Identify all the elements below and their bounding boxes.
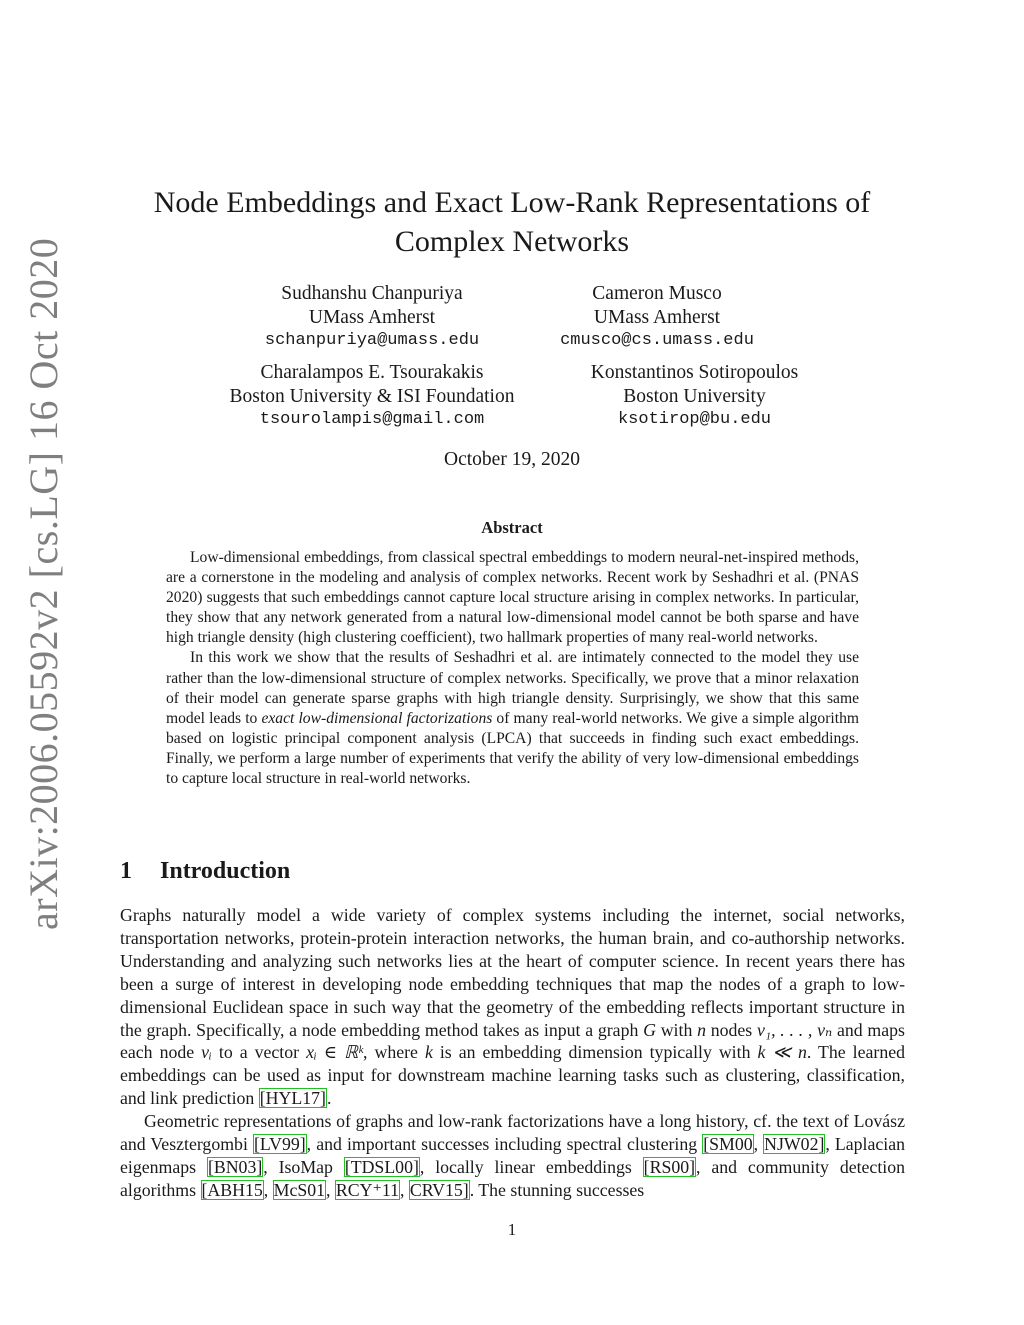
section-number: 1 — [120, 858, 132, 884]
citation-link-mcs01[interactable]: McS01 — [273, 1179, 326, 1200]
intro-paragraph-1: Graphs naturally model a wide variety of complex systems including the internet, social networks, transportation networks, protein-protein interaction networks, the human brain, and co-authorship networks. Understanding and analyzing such networks lies at the heart of computer science. In recent years there has been a surge of interest in developing node embedding techniques that map the nodes of a graph to low-dimensional Euclidean space in such way that the geometry of the embedding reflects important structure in the graph. Specifically, a node embedding method takes as input a graph G with n nodes v₁, . . . , vₙ and maps each node vᵢ to a vector xᵢ ∈ ℝᵏ, where k is an embedding dimension typically with k ≪ n. The learned embeddings can be used as input for downstream machine learning tasks such as clustering, classification, and link prediction [HYL17]. — [120, 905, 905, 1109]
intro-paragraph-2: Geometric representations of graphs and low-rank factorizations have a long history, cf. the text of Lovász and Vesztergombi [LV99], and important successes including spectral clustering [SM00, NJW02], Laplacian eigenmaps [BN03], IsoMap [TDSL00], locally linear embeddings [RS00], and community detection algorithms [ABH15, McS01, RCY⁺11, CRV15]. The stunning successes — [120, 1111, 906, 1200]
author-block-4 — [562, 361, 827, 432]
abstract-heading: Abstract — [481, 518, 543, 537]
author-name: Sudhanshu Chanpuriya — [281, 283, 463, 304]
title-line-2: Complex Networks — [394, 225, 630, 258]
citation-link-crv15[interactable]: CRV15] — [409, 1179, 469, 1200]
citation-link-rcy11[interactable]: RCY⁺11 — [335, 1179, 399, 1200]
citation-link-sm00[interactable]: [SM00 — [703, 1134, 753, 1155]
author-affiliation: Boston University & ISI Foundation — [229, 385, 515, 407]
author-email[interactable]: tsourolampis@gmail.com — [259, 410, 485, 429]
title-line-1: Node Embeddings and Exact Low-Rank Representations of — [153, 186, 871, 219]
introduction-body — [120, 904, 905, 1202]
citation-link-lv99[interactable]: [LV99] — [253, 1134, 306, 1155]
citation-link-tdsl00[interactable]: [TDSL00] — [344, 1156, 419, 1177]
author-name: Konstantinos Sotiropoulos — [590, 362, 799, 383]
section-heading-introduction — [120, 858, 290, 885]
author-affiliation: Boston University — [623, 385, 766, 407]
author-email[interactable]: schanpuriya@umass.edu — [264, 331, 480, 350]
emphasis-text: exact low-dimensional factorizations — [261, 709, 493, 727]
section-title: Introduction — [160, 858, 291, 884]
abstract-paragraph-1: Low-dimensional embeddings, from classical spectral embeddings to modern neural-net-inspired methods, are a cornerstone in the modeling and analysis of complex networks. Recent work by Seshadhri et al. (PNAS 2020) suggests that such embeddings cannot capture local structure arising in complex networks. In particular, they show that any network generated from a natural low-dimensional model cannot be both sparse and have high triangle density (high clustering coefficient), two hallmark properties of many real-world networks. — [166, 549, 859, 647]
author-affiliation: UMass Amherst — [593, 306, 721, 328]
citation-link-rs00[interactable]: [RS00] — [643, 1156, 696, 1177]
author-block-3 — [202, 361, 542, 432]
abstract — [166, 548, 859, 789]
citation-link-abh15[interactable]: [ABH15 — [201, 1179, 263, 1200]
author-affiliation: UMass Amherst — [308, 306, 436, 328]
author-block-1 — [232, 282, 512, 353]
citation-link-njw02[interactable]: NJW02] — [764, 1134, 825, 1155]
author-name: Cameron Musco — [592, 283, 722, 304]
citation-link-bn03[interactable]: [BN03] — [207, 1156, 263, 1177]
page-number: 1 — [507, 1220, 517, 1239]
abstract-paragraph-2: In this work we show that the results of Seshadhri et al. are intimately connected to the model they use rather than the low-dimensional structure of complex networks. Specifically, we prove that a minor relaxation of their model can generate sparse graphs with high triangle density. Surprisingly, we show that this same model leads to exact low-dimensional factorizations of many real-world networks. We give a simple algorithm based on logistic principal component analysis (LPCA) that succeeds in finding such exact embeddings. Finally, we perform a large number of experiments that verify the ability of very low-dimensional embeddings to capture local structure in real-world networks. — [166, 649, 859, 788]
author-name: Charalampos E. Tsourakakis — [260, 362, 484, 383]
citation-link-hyl17[interactable]: [HYL17] — [259, 1088, 326, 1109]
publication-date: October 19, 2020 — [444, 449, 580, 470]
author-email[interactable]: cmusco@cs.umass.edu — [560, 331, 754, 350]
arxiv-identifier-stamp: arXiv:2006.05592v2 [cs.LG] 16 Oct 2020 — [21, 237, 66, 930]
author-email[interactable]: ksotirop@bu.edu — [617, 410, 772, 429]
paper-title — [120, 183, 904, 261]
author-block-2 — [542, 282, 772, 353]
